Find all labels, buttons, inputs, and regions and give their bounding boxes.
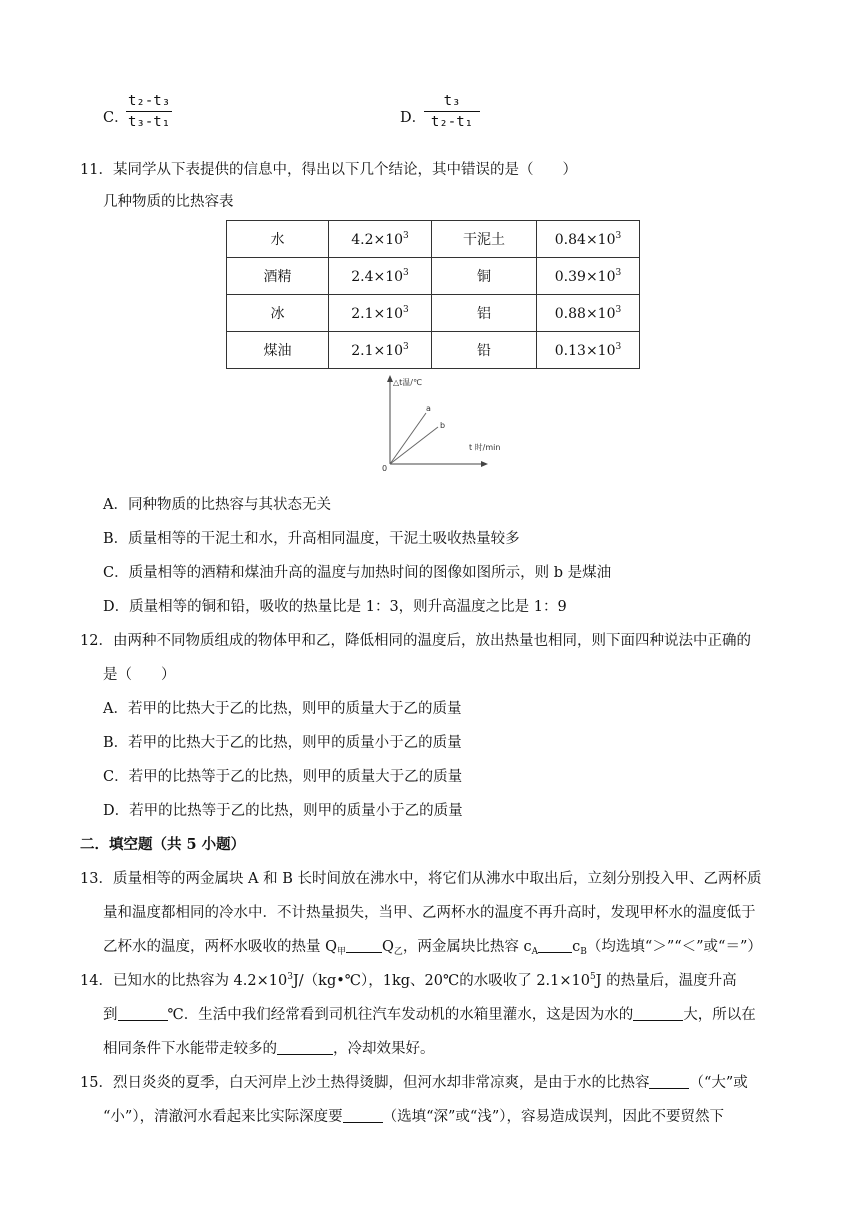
table-cell: $0.39\times 10^3$ — [537, 258, 640, 295]
line-a — [390, 413, 426, 464]
q12-option-b: B．若甲的比热大于乙的比热，则甲的质量小于乙的质量 — [103, 735, 462, 751]
q10-option-d-denominator: t₂-t₁ — [430, 114, 474, 130]
q12-stem-line1: 12．由两种不同物质组成的物体甲和乙，降低相同的温度后，放出热量也相同，则下面四种说法中正确的 — [80, 633, 751, 649]
q14-line3: 相同条件下水能带走较多的 ，冷却效果好。 — [103, 1041, 435, 1057]
q10-option-d-fraction — [424, 93, 480, 130]
q10-option-c-label: C． — [103, 110, 129, 126]
table-row — [227, 332, 640, 369]
table-row — [227, 221, 640, 258]
q12-option-c: C．若甲的比热等于乙的比热，则甲的质量大于乙的质量 — [103, 769, 463, 785]
table-cell: 煤油 — [227, 332, 329, 369]
q10-option-d-label: D． — [400, 110, 427, 126]
q13-line2: 量和温度都相同的冷水中．不计热量损失，当甲、乙两杯水的温度不再升高时，发现甲杯水的温度低于 — [103, 905, 756, 921]
specific-heat-table — [226, 220, 640, 369]
table-cell: 冰 — [227, 295, 329, 332]
table-cell: 铝 — [432, 295, 537, 332]
table-cell: $0.88\times 10^3$ — [537, 295, 640, 332]
table-cell: 水 — [227, 221, 329, 258]
table-cell: 干泥土 — [432, 221, 537, 258]
section-title: 二．填空题（共 5 小题） — [80, 836, 246, 853]
q12-stem-line2: 是（ ） — [103, 667, 176, 683]
q11-option-a: A．同种物质的比热容与其状态无关 — [103, 497, 331, 513]
temperature-time-graph — [368, 372, 518, 472]
table-row — [227, 295, 640, 332]
x-axis-label: t 时/min — [469, 443, 501, 452]
table-cell: $4.2\times 10^3$ — [329, 221, 432, 258]
answer-blank[interactable] — [118, 1006, 168, 1021]
table-cell: $2.4\times 10^3$ — [329, 258, 432, 295]
q10-option-c-numerator: t₂-t₃ — [126, 93, 172, 112]
table-cell: $0.13\times 10^3$ — [537, 332, 640, 369]
q14-line1: 14．已知水的比热容为 $4.2\times 10^3J/(kg•℃)$，1kg、20℃的水吸收了 $2.1\times 10^5J$ 的热量后，温度升高 — [80, 972, 737, 989]
table-cell: 酒精 — [227, 258, 329, 295]
answer-blank[interactable] — [343, 1108, 383, 1123]
origin-label: 0 — [382, 464, 388, 472]
q11-option-c: C．质量相等的酒精和煤油升高的温度与加热时间的图像如图所示，则 b 是煤油 — [103, 565, 612, 581]
line-a-label: a — [426, 404, 431, 413]
answer-blank[interactable] — [633, 1006, 683, 1021]
q13-line3: 乙杯水的温度，两杯水吸收的热量 $Q_甲$ $Q_乙$，两金属块比热容 $c_A$ $c_B$（均选填“＞”“＜”或“＝”） — [103, 939, 762, 957]
q15-line1: 15．烈日炎炎的夏季，白天河岸上沙土热得烫脚，但河水却非常凉爽，是由于水的比热容 （“大”或 — [80, 1075, 748, 1091]
q10-option-c-denominator: t₃-t₁ — [128, 114, 171, 130]
table-cell: $2.1\times 10^3$ — [329, 295, 432, 332]
table-cell: $0.84\times 10^3$ — [537, 221, 640, 258]
table-cell: 铅 — [432, 332, 537, 369]
table-cell: $2.1\times 10^3$ — [329, 332, 432, 369]
q10-option-d-numerator: t₃ — [424, 93, 480, 112]
answer-blank[interactable] — [538, 938, 572, 953]
q11-stem: 11．某同学从下表提供的信息中，得出以下几个结论，其中错误的是（ ） — [80, 162, 577, 178]
y-axis-label: △t温/℃ — [393, 378, 422, 387]
q10-option-c-fraction — [126, 93, 172, 130]
line-b-label: b — [440, 421, 446, 430]
q11-option-b: B．质量相等的干泥土和水，升高相同温度，干泥土吸收热量较多 — [103, 531, 520, 547]
answer-blank[interactable] — [277, 1040, 333, 1055]
q12-option-d: D．若甲的比热等于乙的比热，则甲的质量小于乙的质量 — [103, 803, 463, 819]
answer-blank[interactable] — [346, 938, 382, 953]
line-b — [390, 427, 438, 464]
q14-line2: 到 ℃．生活中我们经常看到司机往汽车发动机的水箱里灌水，这是因为水的 大，所以在 — [103, 1007, 756, 1023]
table-cell: 铜 — [432, 258, 537, 295]
answer-blank[interactable] — [649, 1074, 689, 1089]
q15-line2: “小”），清澈河水看起来比实际深度要 （选填“深”或“浅”），容易造成误判，因此不要贸然下 — [103, 1109, 724, 1125]
q11-option-d: D．质量相等的铜和铅，吸收的热量比是 1：3，则升高温度之比是 1：9 — [103, 599, 567, 615]
q13-line1: 13．质量相等的两金属块 A 和 B 长时间放在沸水中，将它们从沸水中取出后，立刻分别投入甲、乙两杯质 — [80, 871, 762, 887]
q12-option-a: A．若甲的比热大于乙的比热，则甲的质量大于乙的质量 — [103, 701, 462, 717]
table-row — [227, 258, 640, 295]
q11-table-caption: 几种物质的比热容表 — [103, 194, 234, 210]
x-axis-arrow — [481, 461, 488, 467]
